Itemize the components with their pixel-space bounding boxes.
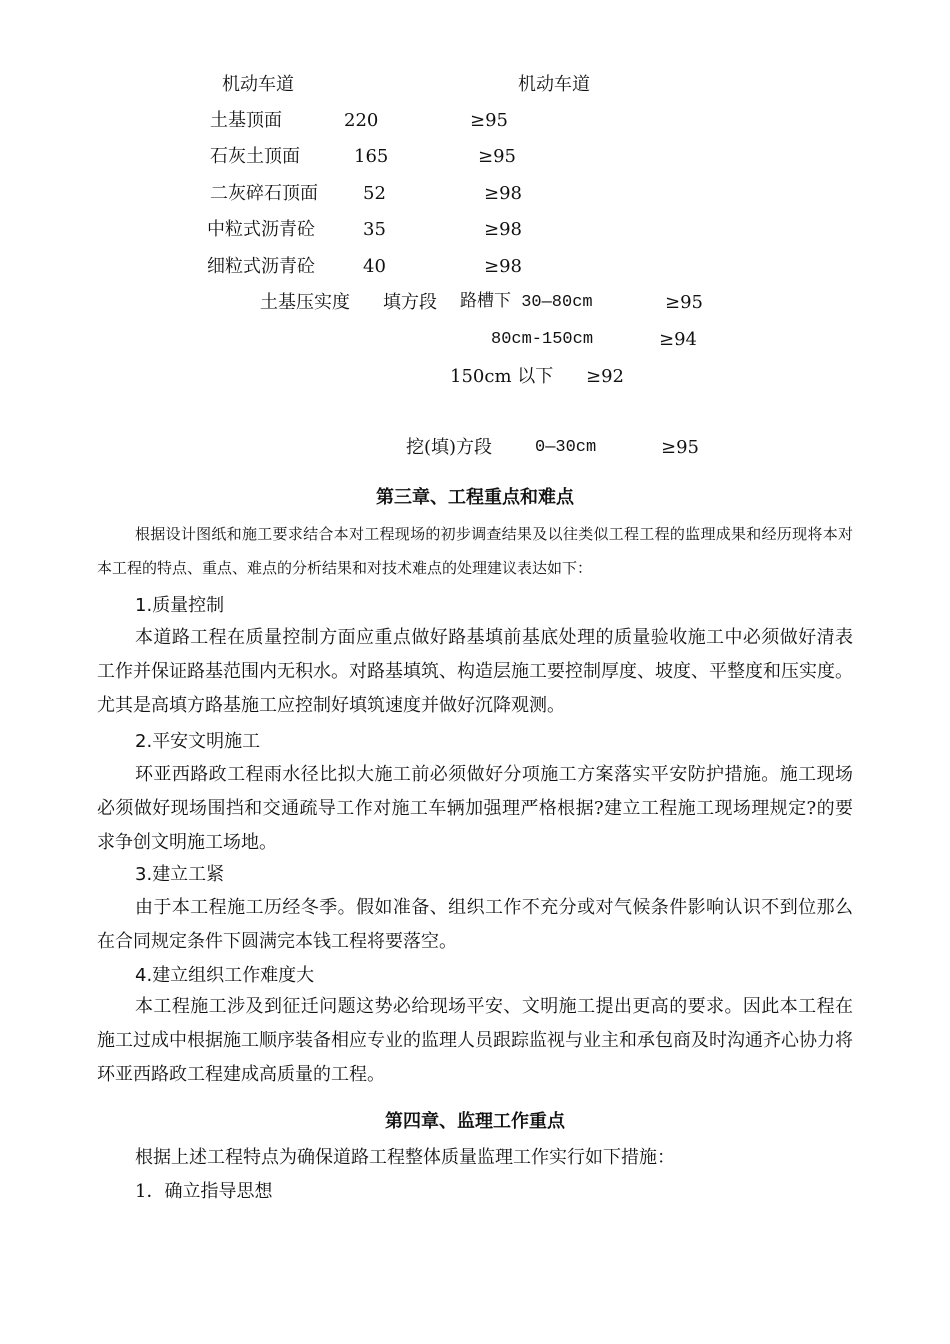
table-row-value: 40 (363, 256, 386, 277)
list-item-number: 1. (135, 595, 153, 616)
list-item-number: 2. (135, 731, 153, 752)
chapter4-intro: 根据上述工程特点为确保道路工程整体质量监理工作实行如下措施： (135, 1147, 675, 1168)
compaction-fill-range: 150cm 以下 (450, 366, 554, 387)
table-row-label: 中粒式沥青砼 (207, 219, 315, 240)
list-item-number: 4. (135, 965, 153, 986)
chapter4-item-1: 1．确立指导思想 (135, 1181, 273, 1202)
list-item-heading: 建立工紧 (152, 864, 225, 885)
compaction-fill-req: ≥92 (586, 366, 624, 387)
table-row-label: 细粒式沥青砼 (207, 256, 315, 277)
list-item-title (135, 864, 224, 886)
table-row-req: ≥98 (484, 219, 522, 240)
list-item-heading: 建立组织工作难度大 (152, 965, 315, 986)
list-item-title (135, 965, 314, 987)
table-row-value: 35 (363, 219, 386, 240)
chapter3-title: 第三章、工程重点和难点 (376, 487, 574, 508)
table-row-req: ≥98 (484, 256, 522, 277)
compaction-fill-range: 80cm-150cm (491, 330, 594, 349)
list-item-title (135, 595, 224, 617)
table-row-value: 52 (363, 183, 386, 204)
compaction-fill-range: 路槽下 30—80cm (460, 293, 593, 312)
compaction-fill-req: ≥95 (665, 292, 703, 313)
compaction-title: 土基压实度 (260, 292, 350, 313)
list-item-body: 本工程施工涉及到征迁问题这势必给现场平安、文明施工提出更高的要求。因此本工程在施工过成中根据施工顺序装备相应专业的监理人员跟踪监视与业主和承包商及时沟通齐心协力将环亚西路政工程建成高质量的工程。 (97, 996, 853, 1085)
compaction-fill-req: ≥94 (659, 329, 697, 350)
table-row-value: 165 (354, 146, 389, 167)
list-item-body: 环亚西路政工程雨水径比拟大施工前必须做好分项施工方案落实平安防护措施。施工现场必须做好现场围挡和交通疏导工作对施工车辆加强理严格根据?建立工程施工现场理规定?的要求争创文明施工场地。 (97, 764, 853, 853)
compaction-cut-range: 0—30cm (535, 438, 597, 457)
chapter3-intro: 根据设计图纸和施工要求结合本对工程现场的初步调查结果及以往类似工程工程的监理成果和经历现将本对本工程的特点、重点、难点的分析结果和对技术难点的处理建议表达如下： (97, 525, 853, 577)
table-row-req: ≥95 (478, 146, 516, 167)
list-item-body: 本道路工程在质量控制方面应重点做好路基填前基底处理的质量验收施工中必须做好清表工作并保证路基范围内无积水。对路基填筑、构造层施工要控制厚度、坡度、平整度和压实度。尤其是高填方路基施工应控制好填筑速度并做好沉降观测。 (97, 627, 853, 716)
compaction-cut-label: 挖(填)方段 (406, 437, 493, 458)
chapter4-title: 第四章、监理工作重点 (385, 1111, 565, 1132)
list-item-number: 3. (135, 864, 153, 885)
table-row-label: 石灰土顶面 (210, 146, 300, 167)
table-row-label: 土基顶面 (210, 110, 282, 131)
list-item-body: 由于本工程施工历经冬季。假如准备、组织工作不充分或对气候条件影响认识不到位那么在合同规定条件下圆满完本钱工程将要落空。 (97, 897, 853, 952)
table-row-req: ≥98 (484, 183, 522, 204)
list-item-heading: 质量控制 (152, 595, 225, 616)
compaction-fill-label: 填方段 (383, 292, 437, 313)
list-item-title (135, 731, 260, 753)
table-header-right: 机动车道 (518, 74, 590, 95)
compaction-cut-req: ≥95 (661, 437, 699, 458)
list-item-heading: 平安文明施工 (152, 731, 261, 752)
table-header-left: 机动车道 (222, 74, 294, 95)
table-row-req: ≥95 (470, 110, 508, 131)
table-row-value: 220 (344, 110, 379, 131)
table-row-label: 二灰碎石顶面 (210, 183, 318, 204)
